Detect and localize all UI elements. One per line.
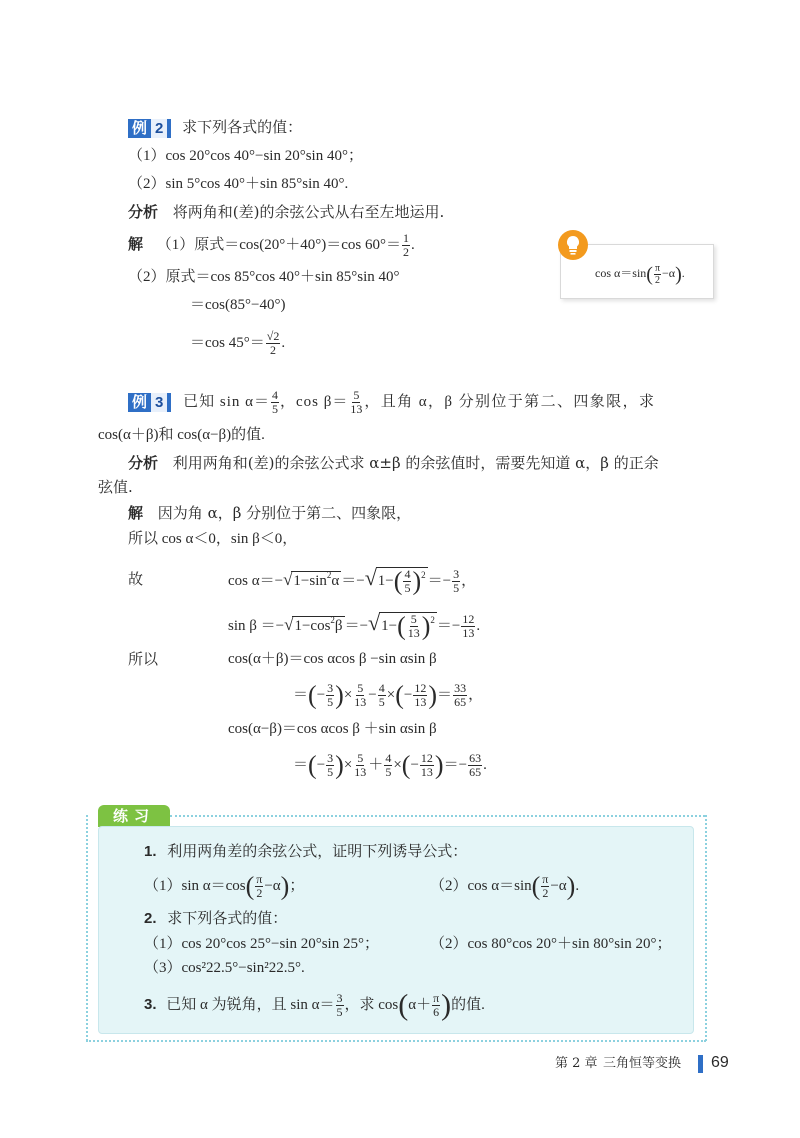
practice-q2-b: （2）cos 80°cos 20°＋sin 80°sin 20°； <box>430 936 672 952</box>
label-suoyi: 所以 <box>128 650 159 668</box>
practice-border-left <box>86 815 88 1041</box>
cos-sum-formula: cos(α＋β)＝cos αcos β −sin αsin β <box>228 651 437 667</box>
footer-title: 三角恒等变换 <box>603 1056 682 1071</box>
example-2-solution-2-line-1: （2）原式＝cos 85°cos 40°＋sin 85°sin 40° <box>128 269 400 285</box>
example-2-solution-2-line-2: ＝cos(85°−40°) <box>190 297 286 313</box>
example-2-analysis: 分析 将两角和(差)的余弦公式从右至左地运用. <box>128 203 445 221</box>
sin-beta-equation: $\sin \beta =-√1-\cos^2\beta =-√1-$( $\frac{5}{13}$ )$^2$ ＝− $\frac{12}{13}$ . <box>228 610 481 641</box>
fraction: $\frac{1}{2}$ <box>403 231 409 259</box>
footer-bar <box>698 1055 703 1073</box>
hint-box <box>560 244 714 299</box>
example-2-solution-2-line-3: ＝cos 45°＝ $\frac{√2}{2}$ . <box>190 329 286 357</box>
example-tag: 例 2 <box>128 119 171 138</box>
label-gu: 故 <box>128 570 144 588</box>
lightbulb-icon <box>557 229 589 261</box>
example-tag: 例 3 <box>128 393 171 412</box>
practice-q1-a: （1）sin α＝cos( $\frac{\pi}{2}$ −α)； <box>144 871 305 901</box>
example-3-analysis-line-2: 弦值. <box>98 478 133 496</box>
practice-q2: 2. 求下列各式的值： <box>144 909 288 927</box>
practice-border-top <box>170 815 705 817</box>
footer-chapter: 第 2 章 <box>555 1056 598 1071</box>
fraction: $\frac{√2}{2}$ <box>266 329 280 357</box>
practice-q1-b: （2）cos α＝sin( $\frac{\pi}{2}$ −α). <box>430 871 580 901</box>
example-3-prompt-line-2: cos(α＋β)和 cos(α−β)的值. <box>98 427 265 443</box>
example-2-solution-1: 解 （1）原式＝cos(20°＋40°)＝cos 60°＝ $\frac{1}{2}$ . <box>128 231 415 259</box>
practice-label: 练习 <box>98 805 170 827</box>
page-number: 69 <box>711 1054 729 1071</box>
example-3-solution-line-1: 解 因为角 α，β 分别位于第二、四象限， <box>128 504 412 522</box>
practice-q1: 1. 利用两角差的余弦公式，证明下列诱导公式： <box>144 842 468 860</box>
practice-q2-c: （3）cos²22.5°−sin²22.5°. <box>144 960 305 976</box>
practice-q2-a: （1）cos 20°cos 25°−sin 20°sin 25°； <box>144 936 379 952</box>
hint-formula: cos α＝sin( $\frac{\pi}{2}$ −α). <box>595 262 685 286</box>
cos-alpha-equation: $\cos \alpha=-√1-\sin^2\alpha =-√1-$( $\frac{4}{5}$ )$^2$ ＝− $\frac{3}{5}$ ， <box>228 565 477 596</box>
cos-sum-value: ＝(− $\frac{3}{5}$ )× $\frac{5}{13}$ − $\frac{4}{5}$ ×(− $\frac{12}{13}$ )＝ $\frac{33}{65}$ ， <box>293 680 484 710</box>
practice-border-bottom <box>86 1040 706 1042</box>
cos-diff-formula: cos(α−β)＝cos αcos β ＋sin αsin β <box>228 721 437 737</box>
practice-border-right <box>705 815 707 1041</box>
example-2-item-2: （2）sin 5°cos 40°＋sin 85°sin 40°. <box>128 176 349 192</box>
example-3-solution-line-2: 所以 cos α＜0，sin β＜0， <box>128 531 298 547</box>
example-3-analysis-line-1: 分析 利用两角和(差)的余弦公式求 α±β 的余弦值时，需要先知道 α，β 的正余 <box>128 454 659 472</box>
example-2-prompt: 求下列各式的值： <box>182 118 303 136</box>
example-2-header <box>128 116 302 138</box>
example-2-item-1: （1）cos 20°cos 40°−sin 20°sin 40°； <box>128 148 363 164</box>
cos-diff-value: ＝(− $\frac{3}{5}$ )× $\frac{5}{13}$ ＋ $\frac{4}{5}$ ×(− $\frac{12}{13}$ )＝− $\frac{63}{65}$ . <box>293 750 487 780</box>
example-3-prompt: 例 3 已知 sin α＝ $\frac{4}{5}$ ，cos β＝ $\frac{5}{13}$ ，且角 α，β 分别位于第二、四象限，求 <box>128 389 655 416</box>
practice-q3: 3. 已知 α 为锐角，且 sin α＝ $\frac{3}{5}$ ，求 cos(α＋ $\frac{\pi}{6}$ )的值. <box>144 988 485 1022</box>
